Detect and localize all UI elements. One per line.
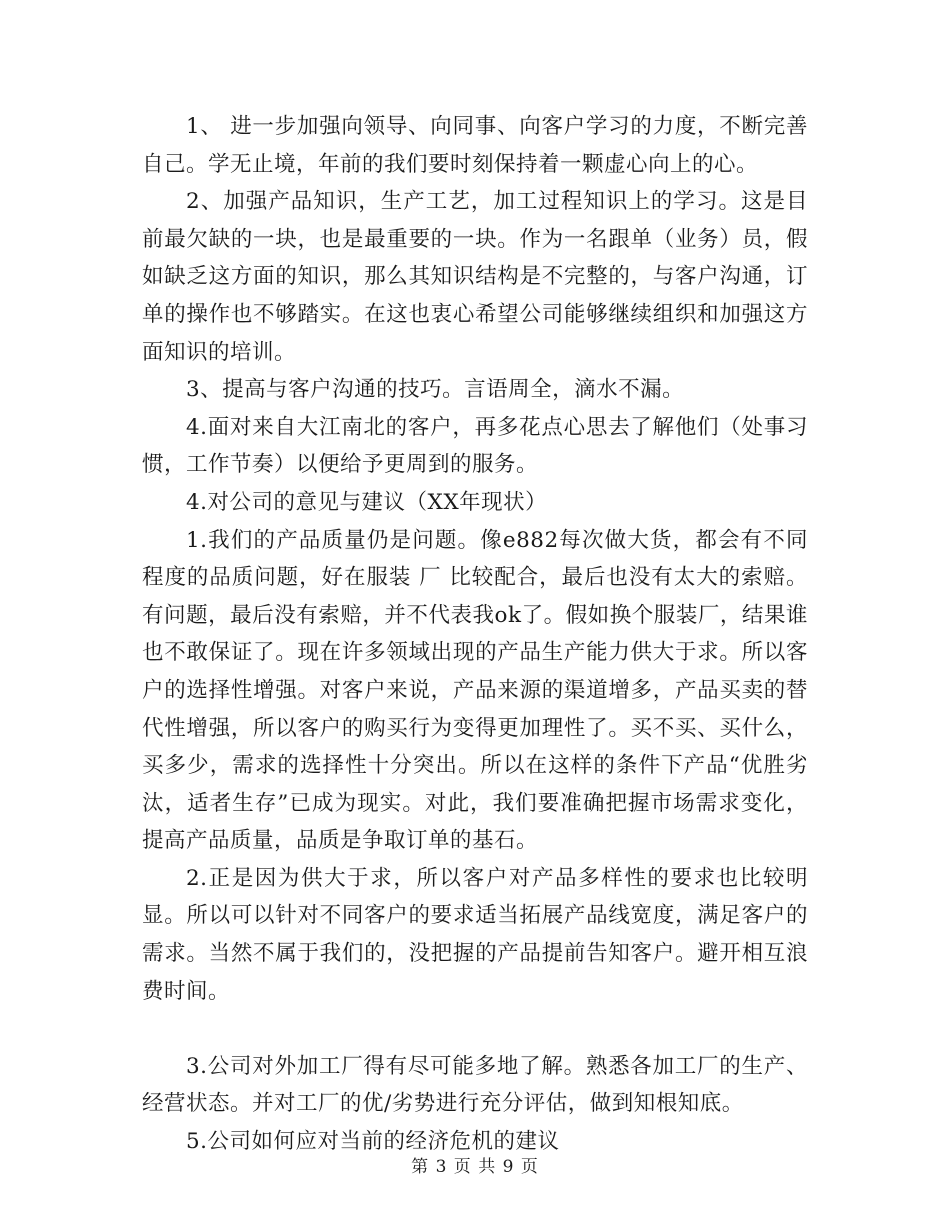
paragraph-customer-service: 4.面对来自大江南北的客户，再多花点心思去了解他们（处事习惯，工作节奏）以便给予更周到的服务。 — [142, 414, 808, 478]
paragraph-learning: 1、 进一步加强向领导、向同事、向客户学习的力度，不断完善自己。学无止境，年前的我们要时刻保持着一颗虚心向上的心。 — [142, 114, 808, 177]
document-body — [142, 108, 808, 1161]
section-heading-suggestions: 4.对公司的意见与建议（XX年现状） — [186, 489, 548, 515]
paragraph-factory-evaluation: 3.公司对外加工厂得有尽可能多地了解。熟悉各加工厂的生产、经营状态。并对工厂的优/劣势进行充分评估，做到知根知底。 — [142, 1053, 808, 1117]
section-heading-economic-crisis: 5.公司如何应对当前的经济危机的建议 — [186, 1129, 560, 1155]
paragraph-spacer — [142, 1010, 808, 1048]
paragraph-product-diversity: 2.正是因为供大于求，所以客户对产品多样性的要求也比较明显。所以可以针对不同客户的要求适当拓展产品线宽度，满足客户的需求。当然不属于我们的，没把握的产品提前告知客户。避开相互浪费时间。 — [142, 865, 808, 1004]
paragraph-product-knowledge: 2、加强产品知识，生产工艺，加工过程知识上的学习。这是目前最欠缺的一块，也是最重要的一块。作为一名跟单（业务）员，假如缺乏这方面的知识，那么其知识结构是不完整的，与客户沟通，订单的操作也不够踏实。在这也衷心希望公司能够继续组织和加强这方面知识的培训。 — [142, 189, 808, 365]
page-number-label: 第 3 页 共 9 页 — [411, 1157, 539, 1177]
paragraph-product-quality: 1.我们的产品质量仍是问题。像e882每次做大货，都会有不同程度的品质问题，好在服装 厂 比较配合，最后也没有太大的索赔。有问题，最后没有索赔，并不代表我ok了。假如换个服装厂，结果谁也不敢保证了。现在许多领域出现的产品生产能力供大于求。所以客户的选择性增强。对客户来说，产品来源的渠道增多，产品买卖的替代性增强，所以客户的购买行为变得更加理性了。买不买、买什么，买多少，需求的选择性十分突出。所以在这样的条件下产品“优胜劣汰，适者生存”已成为现实。对此，我们要准确把握市场需求变化，提高产品质量，品质是争取订单的基石。 — [142, 527, 808, 854]
page-footer — [0, 1152, 950, 1177]
paragraph-communication: 3、提高与客户沟通的技巧。言语周全，滴水不漏。 — [186, 377, 685, 403]
